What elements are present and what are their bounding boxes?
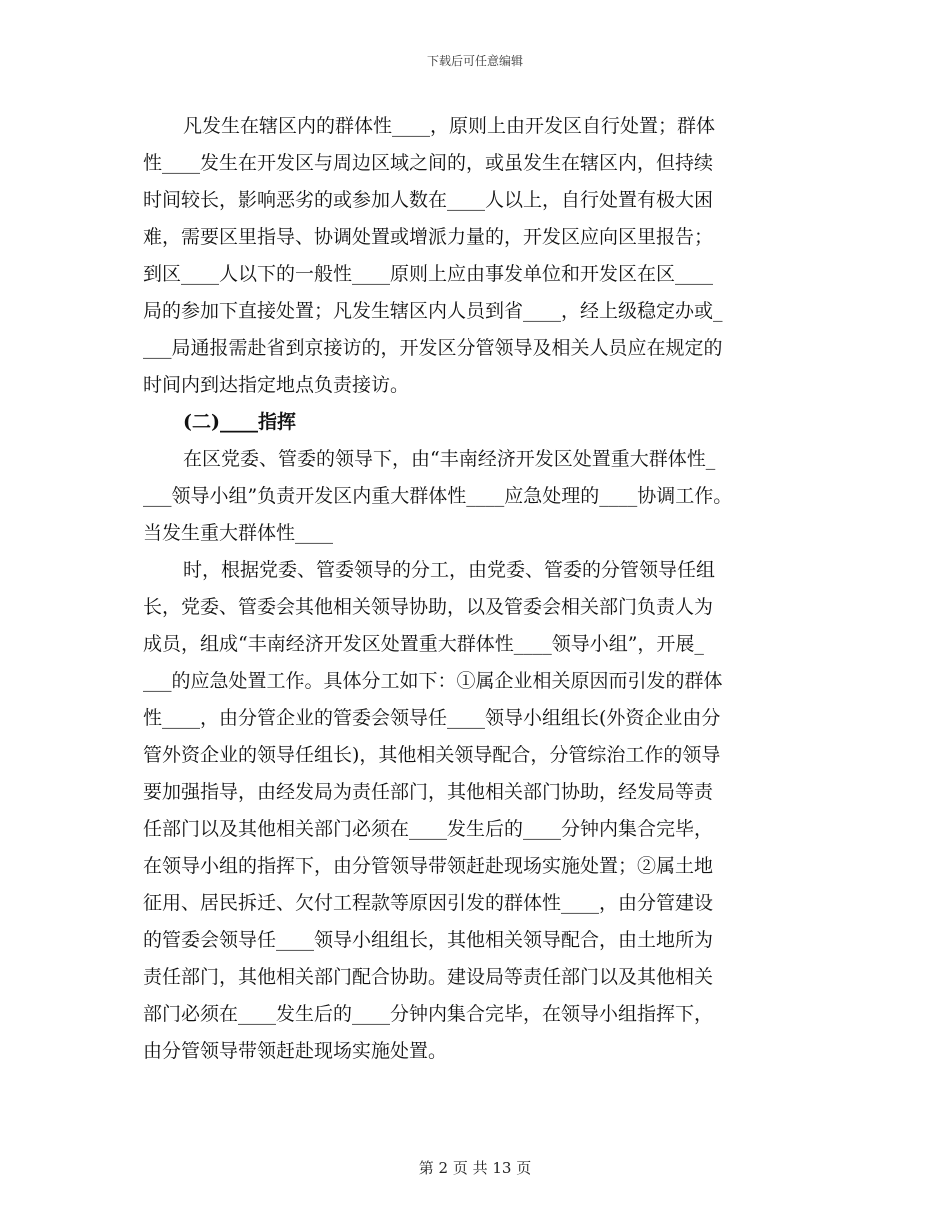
paragraph-line: 的管委会领导任____领导小组组长，其他相关领导配合，由土地所为 [143, 929, 714, 951]
paragraph-line: 由分管领导带领赶赴现场实施处置。 [143, 1040, 448, 1062]
paragraph-line: ___领导小组”负责开发区内重大群体性____应急处理的____协调工作。 [143, 485, 733, 507]
paragraph-line: 责任部门，其他相关部门配合协助。建设局等责任部门以及其他相关 [143, 966, 714, 988]
paragraph-line: 时，根据党委、管委领导的分工，由党委、管委的分管领导任组 [183, 559, 716, 581]
paragraph-line: 当发生重大群体性____ [143, 522, 334, 544]
document-body [143, 108, 808, 1070]
paragraph-line: 局的参加下直接处置；凡发生辖区内人员到省____，经上级稳定办或_ [143, 300, 723, 322]
page-number: 第 2 页 共 13 页 [418, 1159, 532, 1177]
paragraph-line: 要加强指导，由经发局为责任部门，其他相关部门协助，经发局等责 [143, 781, 714, 803]
section-heading: (二)____指挥 [183, 411, 296, 433]
paragraph-line: 性____，由分管企业的管委会领导任____领导小组组长(外资企业由分 [143, 707, 721, 729]
paragraph-line: 管外资企业的领导任组长)，其他相关领导配合，分管综治工作的领导 [143, 744, 721, 766]
paragraph-line: ___的应急处置工作。具体分工如下：①属企业相关原因而引发的群体 [143, 670, 723, 692]
paragraph-line: 任部门以及其他相关部门必须在____发生后的____分钟内集合完毕， [143, 818, 714, 840]
paragraph-line: 时间内到达指定地点负责接访。 [143, 374, 410, 396]
paragraph-line: 在区党委、管委的领导下，由“丰南经济开发区处置重大群体性_ [183, 448, 716, 470]
paragraph-line: 征用、居民拆迁、欠付工程款等原因引发的群体性____，由分管建设 [143, 892, 714, 914]
paragraph-line: 凡发生在辖区内的群体性____，原则上由开发区自行处置；群体 [183, 115, 716, 137]
paragraph-line: 到区____人以下的一般性____原则上应由事发单位和开发区在区____ [143, 263, 714, 285]
paragraph-line: 时间较长，影响恶劣的或参加人数在____人以上，自行处置有极大困 [143, 189, 714, 211]
paragraph-line: 部门必须在____发生后的____分钟内集合完毕，在领导小组指挥下， [143, 1003, 714, 1025]
paragraph-line: 在领导小组的指挥下，由分管领导带领赶赴现场实施处置；②属土地 [143, 855, 714, 877]
page-header-note: 下载后可任意编辑 [426, 54, 523, 68]
paragraph-line: ___局通报需赴省到京接访的，开发区分管领导及相关人员应在规定的 [143, 337, 723, 359]
paragraph-line: 难，需要区里指导、协调处置或增派力量的，开发区应向区里报告； [143, 226, 714, 248]
paragraph-line: 性____发生在开发区与周边区域之间的，或虽发生在辖区内，但持续 [143, 152, 714, 174]
paragraph-line: 长，党委、管委会其他相关领导协助，以及管委会相关部门负责人为 [143, 596, 714, 618]
paragraph-line: 成员，组成“丰南经济开发区处置重大群体性____领导小组”，开展_ [143, 633, 704, 655]
